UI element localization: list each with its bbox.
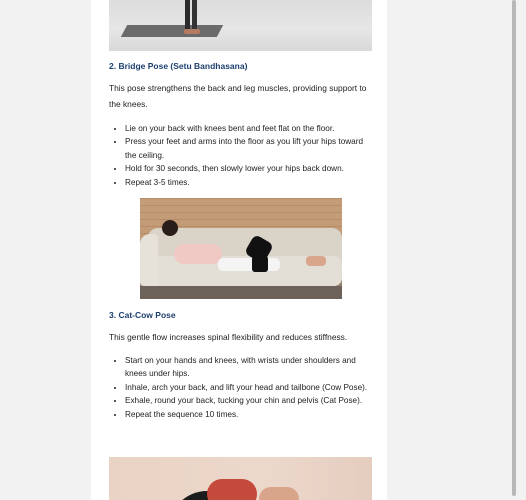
list-item: • Start on your hands and knees, with wrists under shoulders and knees under hips.	[125, 354, 373, 381]
knee-brace	[252, 256, 268, 272]
person-leg	[192, 0, 197, 30]
person-feet	[184, 29, 200, 34]
scrollbar[interactable]	[510, 0, 518, 500]
bridge-pose-steps	[109, 122, 373, 189]
list-item: • Repeat 3-5 times.	[125, 176, 373, 189]
list-item: • Inhale, arch your back, and lift your head and tailbone (Cow Pose).	[125, 381, 373, 394]
person-torso	[174, 244, 222, 264]
cat-cow-steps	[109, 354, 373, 421]
list-item: • Lie on your back with knees bent and feet flat on the floor.	[125, 122, 373, 135]
person-leg	[185, 0, 190, 30]
bridge-pose-heading: 2. Bridge Pose (Setu Bandhasana)	[109, 61, 248, 71]
scrollbar-thumb[interactable]	[512, 0, 516, 496]
list-item: • Repeat the sequence 10 times.	[125, 408, 373, 421]
list-item: • Press your feet and arms into the floor as you lift your hips toward the ceiling.	[125, 135, 373, 162]
bridge-pose-description: This pose strengthens the back and leg muscles, providing support to the knees.	[109, 83, 367, 109]
cat-cow-pose-image	[109, 457, 372, 500]
person-arm	[259, 487, 299, 500]
person-legs	[218, 258, 280, 271]
yoga-mat	[121, 25, 223, 37]
sofa-arm	[140, 234, 158, 286]
list-item: • Exhale, round your back, tucking your chin and pelvis (Cat Pose).	[125, 394, 373, 407]
list-item: • Hold for 30 seconds, then slowly lower your hips back down.	[125, 162, 373, 175]
person-head	[162, 220, 178, 236]
floor	[140, 286, 342, 299]
cat-cow-description: This gentle flow increases spinal flexibility and reduces stiffness.	[109, 332, 348, 342]
person-top	[207, 479, 257, 500]
person-feet	[306, 256, 326, 266]
cat-cow-heading: 3. Cat-Cow Pose	[109, 310, 176, 320]
standing-pose-image	[109, 0, 372, 51]
bridge-pose-image	[140, 198, 342, 299]
article-panel	[91, 0, 387, 500]
